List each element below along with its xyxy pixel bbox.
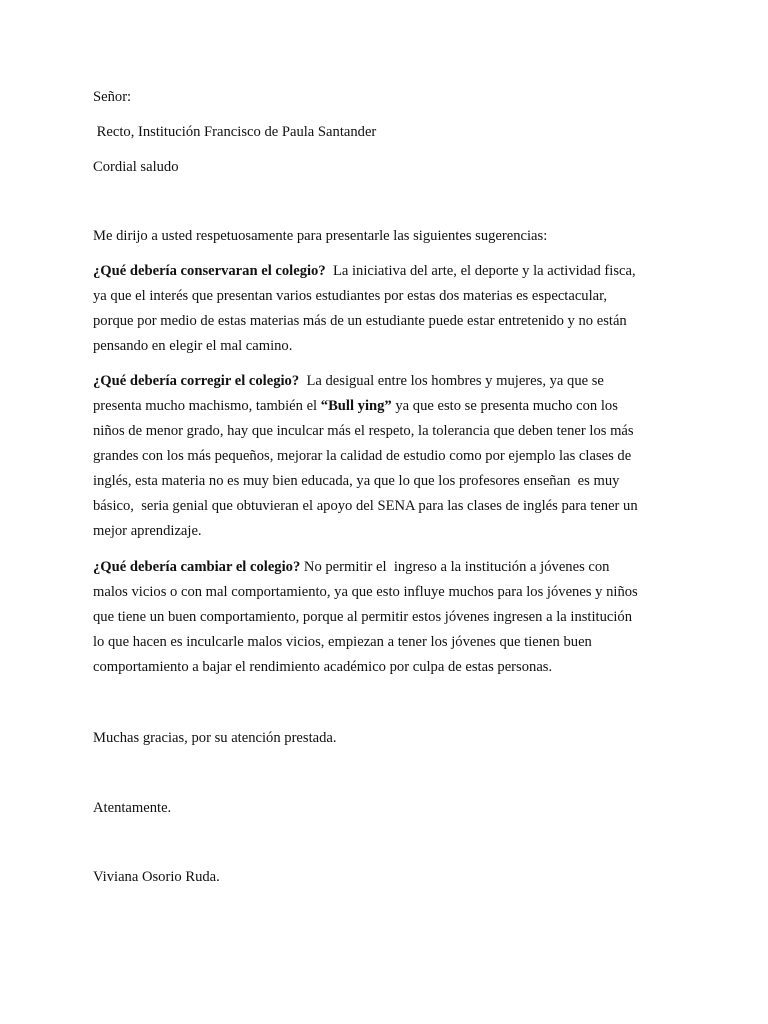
thanks-line: Muchas gracias, por su atención prestada. — [93, 730, 337, 746]
section-corregir-text-2b: ya que esto se presenta mucho con los — [391, 398, 618, 414]
section-corregir — [93, 369, 683, 544]
section-conservar-line-1 — [93, 259, 683, 284]
section-corregir-line-4: grandes con los más pequeños, mejorar la calidad de estudio como por ejemplo las clases de — [93, 448, 632, 464]
bullying-term: “Bull ying” — [320, 398, 392, 414]
recipient-line: Recto, Institución Francisco de Paula Santander — [93, 124, 377, 140]
section-cambiar-line-5: comportamiento a bajar el rendimiento académico por culpa de estas personas. — [93, 659, 553, 675]
signature-name: Viviana Osorio Ruda. — [93, 869, 220, 885]
section-cambiar-line-2: malos vicios o con mal comportamiento, ya que esto influye muchos para los jóvenes y niños — [93, 584, 638, 600]
section-cambiar-line-3: que tiene un buen comportamiento, porque al permitir estos jóvenes ingresen a la institución — [93, 609, 633, 625]
section-conservar-line-4: pensando en elegir el mal camino. — [93, 338, 293, 354]
section-cambiar-line-4: lo que hacen es inculcarle malos vicios, empiezan a tener los jóvenes que tienen buen — [93, 634, 592, 650]
section-conservar — [93, 259, 683, 359]
section-conservar-line-3: porque por medio de estas materias más de un estudiante puede estar entretenido y no están — [93, 313, 627, 329]
section-cambiar — [93, 555, 683, 680]
section-corregir-text-1: La desigual entre los hombres y mujeres, ya que se — [299, 373, 604, 389]
salutation-header: Señor: — [93, 89, 132, 105]
section-cambiar-heading: ¿Qué debería cambiar el colegio? — [93, 559, 301, 575]
section-conservar-heading: ¿Qué debería conservaran el colegio? — [93, 263, 326, 279]
section-corregir-text-2a: presenta mucho machismo, también el — [93, 398, 321, 414]
section-corregir-line-3: niños de menor grado, hay que inculcar más el respeto, la tolerancia que deben tener los más — [93, 423, 634, 439]
section-corregir-line-7: mejor aprendizaje. — [93, 523, 202, 539]
section-conservar-line-2: ya que el interés que presentan varios estudiantes por estas dos materias es espectacular, — [93, 288, 608, 304]
section-corregir-heading: ¿Qué debería corregir el colegio? — [93, 373, 300, 389]
closing-line: Atentamente. — [93, 800, 172, 816]
section-cambiar-line-1 — [93, 555, 683, 580]
intro-line: Me dirijo a usted respetuosamente para presentarle las siguientes sugerencias: — [93, 228, 548, 244]
greeting-line: Cordial saludo — [93, 159, 179, 175]
section-conservar-text-1: La iniciativa del arte, el deporte y la actividad fisca, — [325, 263, 636, 279]
section-corregir-line-2 — [93, 394, 683, 419]
section-corregir-line-1 — [93, 369, 683, 394]
section-corregir-line-5: inglés, esta materia no es muy bien educada, ya que lo que los profesores enseñan es muy — [93, 473, 620, 489]
section-corregir-line-6: básico, seria genial que obtuvieran el apoyo del SENA para las clases de inglés para tener un — [93, 498, 638, 514]
section-cambiar-text-1: No permitir el ingreso a la institución a jóvenes con — [300, 559, 610, 575]
